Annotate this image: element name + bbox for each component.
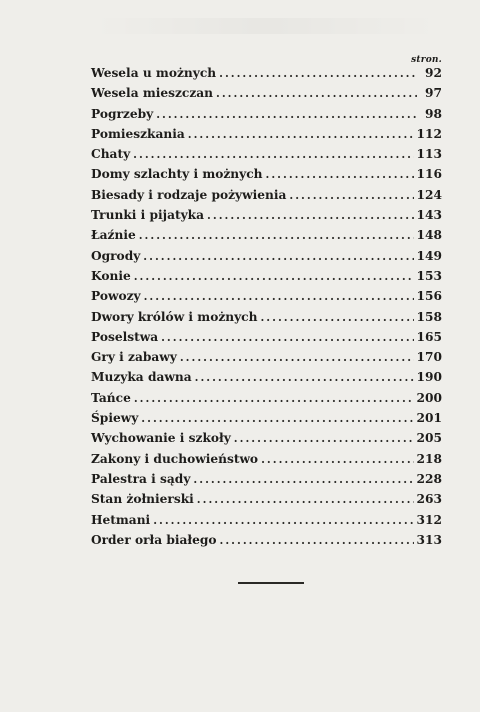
dot-leader: [234, 432, 414, 445]
toc-entry-title: Wychowanie i szkoły: [91, 431, 231, 446]
page-column-header: stron.: [411, 55, 442, 65]
toc-entry: [91, 370, 442, 390]
toc-entry-page-number: 263: [416, 492, 442, 507]
decorative-rule: [238, 582, 304, 584]
toc-entry-page-number: 170: [416, 350, 442, 365]
toc-entry: [91, 269, 442, 289]
toc-entry-title: Stan żołnierski: [91, 492, 194, 507]
table-of-contents: [91, 66, 442, 553]
toc-entry-page-number: 112: [416, 126, 442, 141]
toc-entry: [91, 391, 442, 411]
toc-entry-title: Łaźnie: [91, 228, 136, 243]
dot-leader: [156, 108, 417, 121]
toc-entry-page-number: 113: [416, 147, 442, 162]
toc-entry: [91, 492, 442, 512]
toc-entry-title: Tańce: [91, 390, 131, 405]
dot-leader: [266, 168, 414, 181]
toc-entry: [91, 127, 442, 147]
toc-entry-title: Wesela u możnych: [91, 66, 217, 80]
toc-entry: [91, 188, 442, 208]
toc-entry-title: Biesady i rodzaje pożywienia: [91, 187, 287, 202]
dot-leader: [261, 453, 413, 466]
dot-leader: [143, 250, 413, 263]
toc-entry-page-number: 205: [416, 431, 442, 446]
toc-entry-page-number: 158: [416, 309, 442, 324]
toc-entry: [91, 289, 442, 309]
toc-entry-page-number: 153: [416, 268, 442, 283]
toc-entry-title: Wesela mieszczan: [91, 86, 213, 101]
dot-leader: [216, 87, 417, 100]
toc-entry-page-number: 97: [425, 86, 442, 101]
toc-entry: [91, 208, 442, 228]
dot-leader: [153, 514, 413, 527]
toc-entry-title: Dwory królów i możnych: [91, 309, 258, 324]
toc-entry-title: Śpiewy: [91, 411, 139, 426]
dot-leader: [133, 148, 413, 161]
toc-entry: [91, 452, 442, 472]
toc-entry-title: Konie: [91, 268, 131, 283]
toc-entry-page-number: 116: [416, 167, 442, 182]
dot-leader: [260, 311, 413, 324]
dot-leader: [220, 534, 414, 547]
dot-leader: [219, 67, 417, 80]
toc-entry-title: Pogrzeby: [91, 106, 154, 121]
toc-entry: [91, 513, 442, 533]
toc-entry-title: Order orła białego: [91, 532, 217, 547]
dot-leader: [144, 290, 414, 303]
toc-entry: [91, 66, 442, 86]
toc-entry-title: Pomieszkania: [91, 126, 185, 141]
toc-entry-title: Trunki i pijatyka: [91, 208, 205, 223]
toc-entry: [91, 431, 442, 451]
toc-entry-page-number: 98: [425, 106, 442, 121]
toc-entry-title: Powozy: [91, 289, 141, 304]
toc-entry: [91, 330, 442, 350]
toc-entry-title: Ogrody: [91, 248, 141, 263]
toc-entry-title: Gry i zabawy: [91, 350, 177, 365]
toc-entry-title: Chaty: [91, 147, 131, 162]
toc-entry: [91, 411, 442, 431]
toc-entry-page-number: 312: [416, 512, 442, 527]
toc-entry-page-number: 200: [416, 390, 442, 405]
dot-leader: [197, 493, 414, 506]
dot-leader: [195, 371, 414, 384]
toc-entry-page-number: 156: [416, 289, 442, 304]
toc-entry-page-number: 92: [425, 66, 442, 80]
toc-entry-title: Poselstwa: [91, 329, 159, 344]
toc-entry-page-number: 143: [416, 208, 442, 223]
dot-leader: [161, 331, 413, 344]
toc-entry: [91, 350, 442, 370]
toc-entry: [91, 310, 442, 330]
dot-leader: [193, 473, 413, 486]
toc-entry: [91, 228, 442, 248]
toc-entry-page-number: 165: [416, 329, 442, 344]
toc-entry: [91, 249, 442, 269]
dot-leader: [141, 412, 413, 425]
toc-entry-page-number: 148: [416, 228, 442, 243]
dot-leader: [188, 128, 414, 141]
toc-entry-title: Palestra i sądy: [91, 471, 191, 486]
dot-leader: [207, 209, 414, 222]
toc-entry-page-number: 149: [416, 248, 442, 263]
toc-entry-page-number: 228: [416, 471, 442, 486]
toc-entry-page-number: 124: [416, 187, 442, 202]
toc-entry-title: Hetmani: [91, 512, 151, 527]
dot-leader: [134, 270, 414, 283]
dot-leader: [134, 392, 414, 405]
toc-entry: [91, 167, 442, 187]
dot-leader: [289, 189, 413, 202]
toc-entry-page-number: 190: [416, 370, 442, 385]
toc-entry: [91, 107, 442, 127]
toc-entry: [91, 533, 442, 553]
toc-entry-title: Domy szlachty i możnych: [91, 167, 263, 182]
toc-entry-title: Zakony i duchowieństwo: [91, 451, 259, 466]
toc-entry: [91, 147, 442, 167]
toc-entry-page-number: 218: [416, 451, 442, 466]
toc-entry-page-number: 201: [416, 411, 442, 426]
toc-entry: [91, 472, 442, 492]
bleed-through-shadow: [90, 18, 440, 34]
dot-leader: [139, 229, 414, 242]
toc-entry-title: Muzyka dawna: [91, 370, 192, 385]
toc-entry: [91, 86, 442, 106]
toc-entry-page-number: 313: [416, 532, 442, 547]
dot-leader: [180, 351, 414, 364]
